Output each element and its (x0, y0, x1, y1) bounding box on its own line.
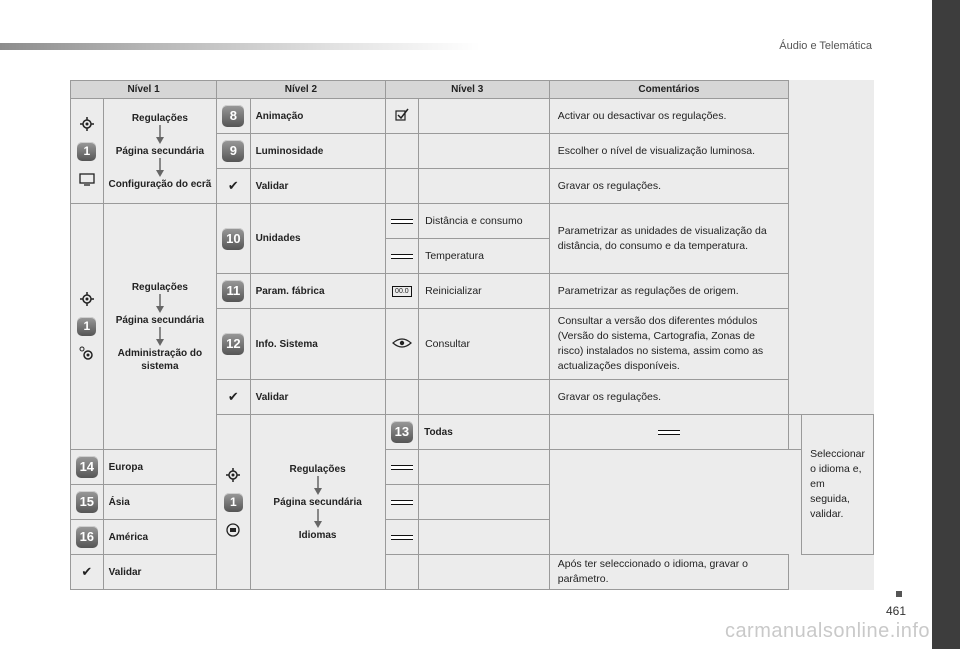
table-row (71, 99, 874, 134)
step-badge: 1 (77, 317, 96, 336)
col-header: Nível 1 (71, 81, 217, 99)
level3-label: Consultar (419, 309, 550, 380)
table-row (71, 450, 874, 485)
side-strip (932, 0, 960, 649)
header-gradient-bar (0, 43, 480, 50)
level2-label: Europa (103, 450, 217, 485)
option-icon (391, 535, 413, 540)
level2-label: Validar (250, 380, 385, 415)
settings-table (70, 80, 874, 590)
flow-step: Idiomas (298, 529, 337, 541)
step-badge: 1 (77, 142, 96, 161)
option-icon (391, 219, 413, 224)
level2-label: Animação (250, 99, 385, 134)
level2-label: Validar (103, 555, 217, 590)
level1-cell (71, 204, 104, 450)
level2-label: Unidades (250, 204, 385, 274)
flow-step: Regulações (289, 463, 346, 475)
arrow-down-icon (154, 294, 166, 314)
flow-step: Página secundária (273, 496, 362, 508)
step-badge: 12 (222, 333, 244, 355)
table-row (71, 204, 874, 239)
comment-cell: Seleccionar o idioma e, em seguida, validar. (802, 415, 874, 555)
step-badge: 10 (222, 228, 244, 250)
arrow-down-icon (312, 509, 324, 529)
reset-counter-icon: 00.0 (392, 286, 412, 297)
level2-label: Param. fábrica (250, 274, 385, 309)
col-header: Comentários (549, 81, 788, 99)
step-badge: 8 (222, 105, 244, 127)
comment-cell: Parametrizar as unidades de visualização da distância, do consumo e da temperatura. (549, 204, 788, 274)
arrow-down-icon (154, 158, 166, 178)
level3-label: Distância e consumo (419, 204, 550, 239)
arrow-down-icon (312, 476, 324, 496)
system-gear-icon (79, 346, 95, 362)
screen-icon (79, 171, 95, 187)
table-row (71, 555, 874, 590)
flow-step: Página secundária (115, 145, 205, 157)
checkbox-icon (395, 108, 409, 122)
comment-cell: Escolher o nível de visualização luminosa. (549, 134, 788, 169)
flow-step: Configuração do ecrã (108, 178, 212, 190)
gear-icon (225, 467, 241, 483)
option-icon (391, 465, 413, 470)
watermark: carmanualsonline.info (724, 620, 930, 642)
table-row (71, 520, 874, 555)
comment-cell: Activar ou desactivar os regulações. (549, 99, 788, 134)
checkmark-icon: ✔ (81, 564, 93, 579)
comment-cell: Gravar os regulações. (549, 169, 788, 204)
chapter-title: Áudio e Telemática (779, 40, 872, 52)
arrow-down-icon (154, 125, 166, 145)
level1-cell (217, 415, 250, 590)
col-header: Nível 2 (217, 81, 386, 99)
step-badge: 1 (224, 493, 243, 512)
step-badge: 14 (76, 456, 98, 478)
level1-cell (71, 99, 104, 204)
flow-step: Página secundária (115, 314, 205, 326)
navigation-flow (103, 204, 217, 450)
page-number: 461 (885, 604, 906, 618)
page-marker (896, 591, 902, 597)
gear-icon (79, 116, 95, 132)
navigation-flow (250, 415, 385, 590)
checkmark-icon: ✔ (227, 389, 239, 404)
level3-label: Temperatura (419, 239, 550, 274)
option-icon (658, 430, 680, 435)
navigation-flow (103, 99, 217, 204)
comment-cell: Gravar os regulações. (549, 380, 788, 415)
eye-icon (392, 337, 412, 349)
arrow-down-icon (154, 327, 166, 347)
level2-label: Info. Sistema (250, 309, 385, 380)
table-header-row (71, 81, 874, 99)
step-badge: 16 (76, 526, 98, 548)
level3-label: Reinicializar (419, 274, 550, 309)
level2-label: América (103, 520, 217, 555)
flow-step: Regulações (131, 112, 188, 124)
step-badge: 11 (222, 280, 244, 302)
step-badge: 9 (222, 140, 244, 162)
level2-label: Ásia (103, 485, 217, 520)
option-icon (391, 500, 413, 505)
comment-cell: Consultar a versão dos diferentes módulos (Versão do sistema, Cartografia, Zonas de risco) instalados no sistema, assim como as actualizações disponíveis. (549, 309, 788, 380)
flow-step: Administração do sistema (117, 347, 203, 372)
flow-step: Regulações (131, 281, 188, 293)
checkmark-icon: ✔ (227, 178, 239, 193)
table-row (71, 485, 874, 520)
level2-label: Validar (250, 169, 385, 204)
level2-label: Luminosidade (250, 134, 385, 169)
step-badge: 15 (76, 491, 98, 513)
comment-cell: Após ter seleccionado o idioma, gravar o parâmetro. (549, 555, 788, 590)
col-header: Nível 3 (385, 81, 549, 99)
gear-icon (79, 291, 95, 307)
language-icon (225, 522, 241, 538)
step-badge: 13 (391, 421, 413, 443)
comment-cell: Parametrizar as regulações de origem. (549, 274, 788, 309)
level2-label: Todas (419, 415, 550, 450)
option-icon (391, 254, 413, 259)
